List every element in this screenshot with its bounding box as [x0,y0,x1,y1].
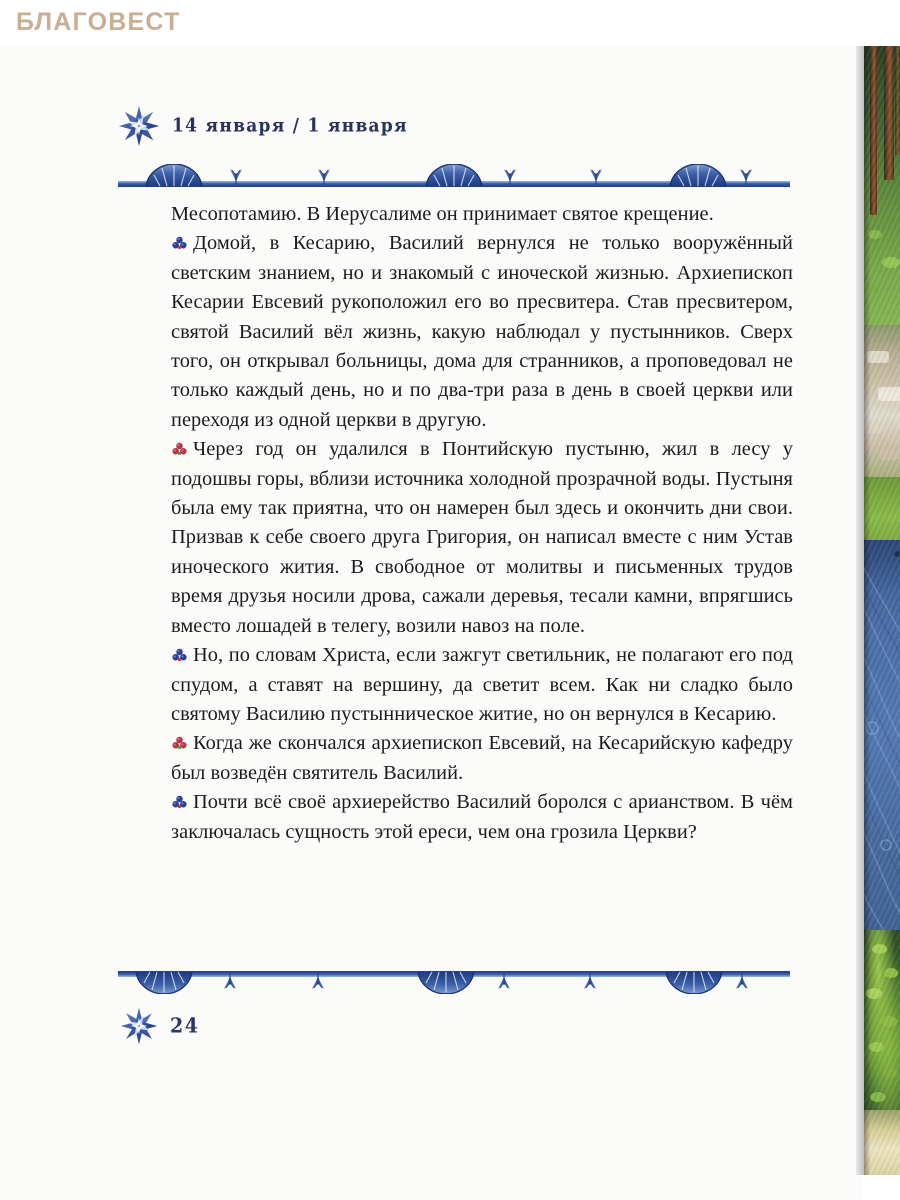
page-number: 24 [170,1013,200,1039]
paragraph-text: Когда же скончался архиепископ Евсевий, на Кесарийскую кафедру был возведён святитель Василий. [171,732,793,784]
paragraph-text: Но, по словам Христа, если зажгут светильник, не полагают его под спудом, а ставят на вершину, да светит всем. Как ни сладко было святому Василию пустынническое житие, но он вернулся в Кесарию. [171,644,793,725]
paragraph [171,729,793,788]
paragraph [171,435,793,641]
paragraph-text: Почти всё своё архиерейство Василий боролся с арианством. В чём заключалась сущность этой ереси, чем она грозила Церкви? [171,791,793,843]
trefoil-blue-icon [171,647,188,664]
trefoil-blue-icon [171,235,188,252]
paragraph-text: Месопотамию. В Иерусалиме он принимает святое крещение. [171,203,714,225]
paragraph [171,229,793,435]
trefoil-blue-icon [171,794,188,811]
facing-page-illustration-edge [864,25,900,1175]
decorative-rule-top [118,164,790,190]
running-head-dates: 14 января / 1 января [172,114,408,138]
watermark-band [0,0,900,46]
paragraph-text: Домой, в Кесарию, Василий вернулся не только вооружённый светским знанием, но и знакомый с иноческой жизнью. Архиепископ Кесарии Евсевий рукоположил его во пресвитера. Став пресвитером, святой Василий вёл жизнь, какую наблюдал у пустынников. Сверх того, он открывал больницы, дома для странников, а проповедовал не только каждый день, но и по два-три раза в день в своей церкви или переходя из одной церкви в другую. [171,232,793,431]
folio [120,1004,199,1048]
trefoil-red-icon [171,441,188,458]
paragraph [171,788,793,847]
eight-pointed-star-icon [120,1007,158,1045]
watermark-logo: БЛАГОВЕСТ [16,8,181,36]
running-head [118,102,408,150]
paragraph [171,200,793,229]
decorative-rule-bottom [118,968,790,994]
page-gutter [856,25,864,1175]
page-body [171,200,793,847]
eight-pointed-star-icon [118,105,160,147]
illustration-gutter-shadow [864,25,900,1175]
paragraph [171,641,793,729]
trefoil-red-icon [171,735,188,752]
paragraph-text: Через год он удалился в Понтийскую пустыню, жил в лесу у подошвы горы, вблизи источника холодной прозрачной воды. Пустыня была ему так приятна, что он намерен был здесь и окончить дни свои. Призвав к себе своего друга Григория, он написал вместе с ним Устав иноческого жития. В свободное от молитвы и письменных трудов время друзья носили дрова, сажали деревья, тесали камни, впрягшись вместо лошадей в телегу, возили навоз на поле. [171,438,793,637]
